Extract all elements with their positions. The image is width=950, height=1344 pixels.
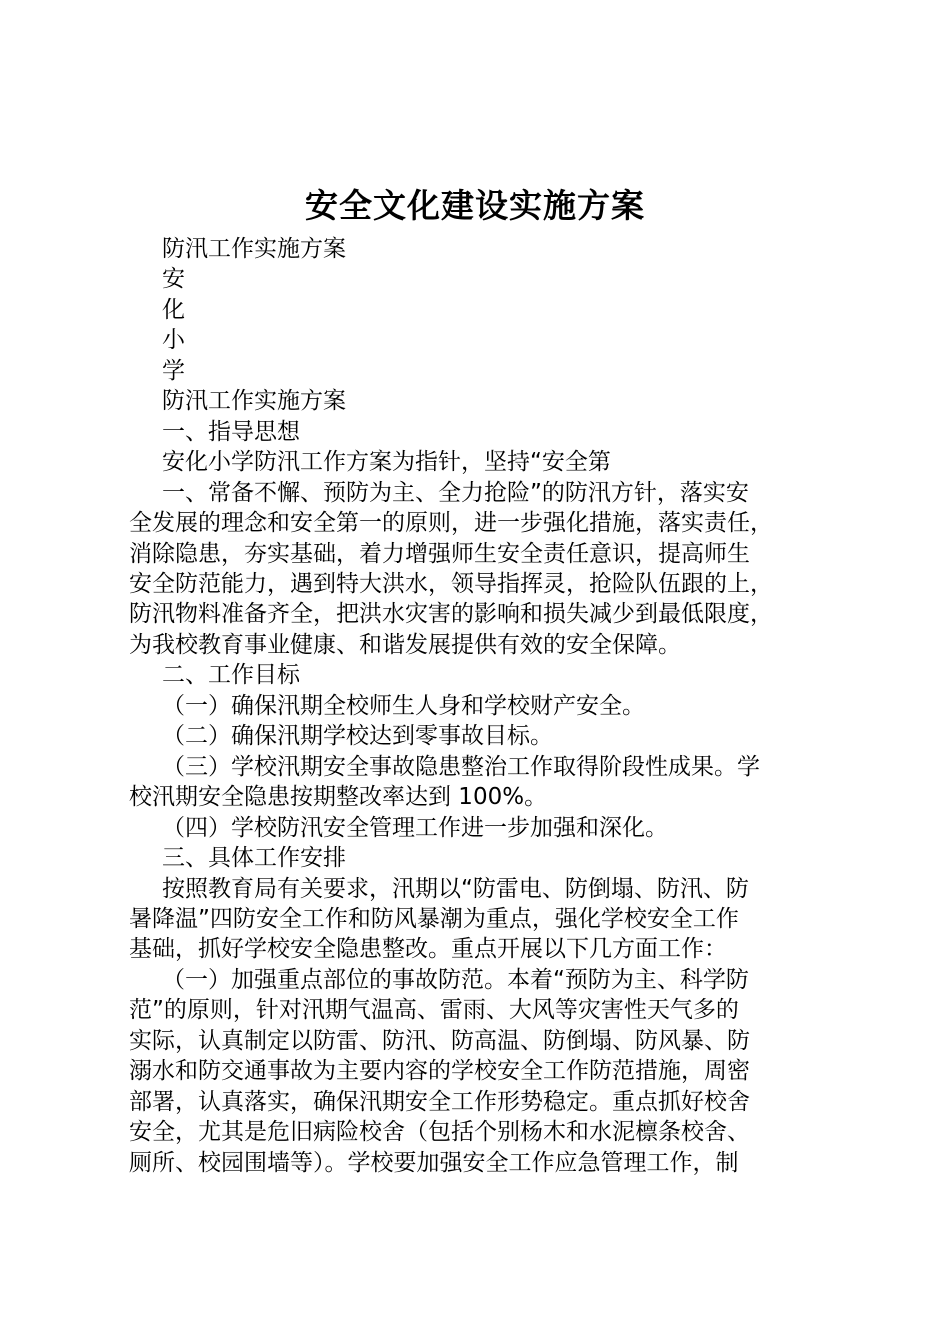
body-line: （三）学校汛期安全事故隐患整治工作取得阶段性成果。学 xyxy=(162,753,760,780)
body-line: （一）加强重点部位的事故防范。本着“预防为主、科学防 xyxy=(162,966,749,993)
body-line: 二、工作目标 xyxy=(162,662,300,689)
body-line: 小 xyxy=(162,327,185,354)
body-line: 消除隐患，夯实基础，着力增强师生安全责任意识，提高师生 xyxy=(129,540,750,567)
body-line: 部署，认真落实，确保汛期安全工作形势稳定。重点抓好校舍 xyxy=(129,1088,750,1115)
body-line: 实际，认真制定以防雷、防汛、防高温、防倒塌、防风暴、防 xyxy=(129,1027,750,1054)
document-title: 安全文化建设实施方案 xyxy=(305,186,645,225)
body-line: 安化小学防汛工作方案为指针，坚持“安全第 xyxy=(162,449,611,476)
body-line: 范”的原则，针对汛期气温高、雷雨、大风等灾害性天气多的 xyxy=(129,997,739,1024)
body-line: 全发展的理念和安全第一的原则，进一步强化措施，落实责任， xyxy=(129,510,773,537)
body-line: 一、常备不懈、预防为主、全力抢险”的防汛方针，落实安 xyxy=(162,479,749,506)
body-line: （四）学校防汛安全管理工作进一步加强和深化。 xyxy=(162,814,668,841)
body-line: 校汛期安全隐患按期整改率达到 100%。 xyxy=(129,784,548,811)
body-line: 按照教育局有关要求，汛期以“防雷电、防倒塌、防汛、防 xyxy=(162,875,749,902)
body-line: 安 xyxy=(162,266,185,293)
body-line: （二）确保汛期学校达到零事故目标。 xyxy=(162,723,553,750)
body-line: 厕所、校园围墙等）。学校要加强安全工作应急管理工作，制 xyxy=(129,1149,739,1176)
body-line: 暑降温”四防安全工作和防风暴潮为重点，强化学校安全工作 xyxy=(129,905,739,932)
body-line: 化 xyxy=(162,296,185,323)
body-line: 基础，抓好学校安全隐患整改。重点开展以下几方面工作： xyxy=(129,936,727,963)
body-line: 防汛工作实施方案 xyxy=(162,236,346,262)
body-line: 溺水和防交通事故为主要内容的学校安全工作防范措施，周密 xyxy=(129,1058,750,1085)
body-line: 安全防范能力，遇到特大洪水，领导指挥灵，抢险队伍跟的上， xyxy=(129,570,773,597)
body-line: （一）确保汛期全校师生人身和学校财产安全。 xyxy=(162,692,645,719)
body-line: 防汛工作实施方案 xyxy=(162,388,346,415)
body-line: 学 xyxy=(162,357,185,384)
body-line: 防汛物料准备齐全，把洪水灾害的影响和损失减少到最低限度， xyxy=(129,601,773,628)
body-line: 安全，尤其是危旧病险校舍（包括个别杨木和水泥檩条校舍、 xyxy=(129,1119,750,1146)
document-body xyxy=(129,234,844,1178)
body-line: 一、指导思想 xyxy=(162,418,300,445)
body-line: 为我校教育事业健康、和谐发展提供有效的安全保障。 xyxy=(129,631,681,658)
body-line: 三、具体工作安排 xyxy=(162,845,346,872)
